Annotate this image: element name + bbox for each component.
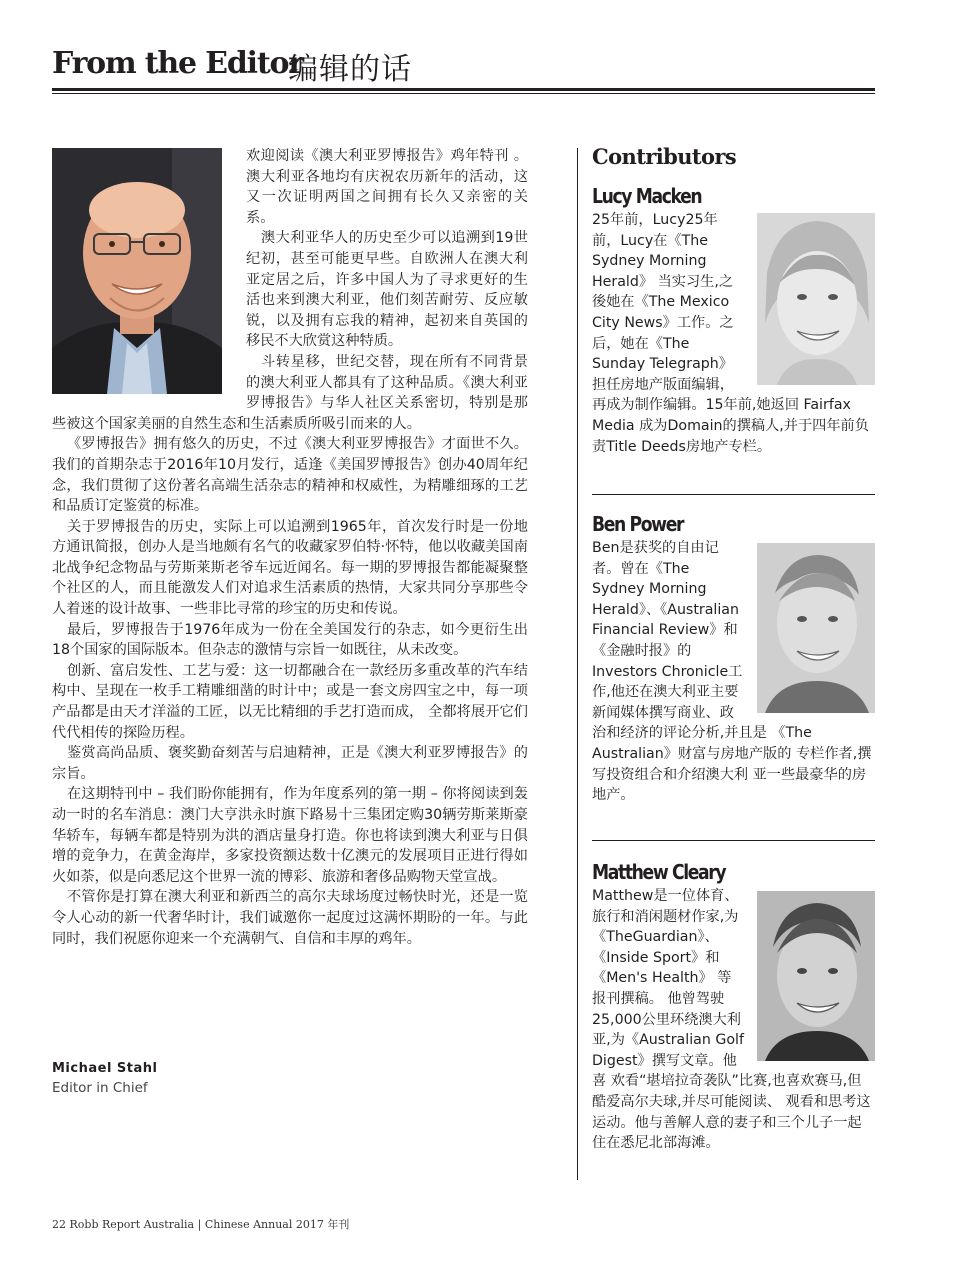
editor-paragraph: 澳大利亚华人的历史至少可以追溯到19世纪初，甚至可能更早些。自欧洲人在澳大利亚定居之后，许多中国人为了寻求更好的生活也来到澳大利亚，他们刻苦耐劳、反应敏锐，以及拥有忘我的精神，起初来自英国的移民不大欣赏这种特质。 <box>246 230 528 350</box>
contributor-divider <box>592 840 875 841</box>
header-rule-thick <box>52 88 875 91</box>
contributor-bio-lucy <box>592 210 875 457</box>
page-footer: 22 Robb Report Australia | Chinese Annual 2017 年刊 <box>52 1218 350 1231</box>
contributor-bio-text: Matthew是一位体育、旅行和消闲题材作家,为《TheGuardian》、《Inside Sport》和《Men's Health》 等报刊撰稿。 他曾驾驶25,000公里环绕澳大利亚,为《Australian Golf Digest》撰写文章。他喜 欢看“堪培拉奇袭队”比赛,也喜欢赛马,但酷爱高尔夫球,并尽可能阅读、 观看和思考这运动。他与善解人意的妻子和三个儿子一起住在悉尼北部海滩。 <box>592 888 871 1152</box>
editor-paragraph: 创新、富启发性、工艺与爱：这一切都融合在一款经历多重改革的汽车结构中、呈现在一枚手工精雕细凿的时计中；或是一套文房四宝之中，每一项产品都是由天才洋溢的工匠，以无比精细的手艺打造而成， 全都将展开它们代代相传的探险历程。 <box>52 662 528 741</box>
page-header <box>52 40 875 96</box>
contributor-name-lucy: Lucy Macken <box>592 184 702 208</box>
contributor-bio-text: Ben是获奖的自由记者。曾在《The Sydney Morning Herald》、《Australian Financial Review》和《金融时报》的 Investors Chronicle工作,他还在澳大利亚主要新闻媒体撰写商业、政治和经济的评论分析,并且是 《The Australian》财富与房地产版的 专栏作者,撰写投资组合和介绍澳大利 亚一些最豪华的房地产。 <box>592 540 872 804</box>
editor-paragraph: 欢迎阅读《澳大利亚罗博报告》鸡年特刊 。澳大利亚各地均有庆祝农历新年的活动，这又一次证明两国之间拥有长久又亲密的关系。 <box>246 148 528 226</box>
contributor-bio-text: 25年前，Lucy25年前，Lucy在《The Sydney Morning Herald》 当实习生,之後她在《The Mexico City News》工作。之后，她在《The Sunday Telegraph》担任房地产版面编辑，再成为制作编辑。15年前,她返回 Fairfax Media 成为Domain的撰稿人,并于四年前负责Title Deeds房地产专栏。 <box>592 212 869 455</box>
editor-paragraph: 不管你是打算在澳大利亚和新西兰的高尔夫球场度过畅快时光，还是一览令人心动的新一代奢华时计，我们诚邀你一起度过这满怀期盼的一年。与此同时，我们祝愿你迎来一个充满朝气、自信和丰厚的鸡年。 <box>52 889 528 947</box>
photo-wrap-space <box>745 886 875 1066</box>
editor-paragraph: 最后，罗博报告于1976年成为一份在全美国发行的杂志，如今更衍生出18个国家的国际版本。但杂志的激情与宗旨一如既往，从未改变。 <box>52 621 528 659</box>
contributor-bio-ben <box>592 538 875 806</box>
contributors-heading: Contributors <box>592 144 737 169</box>
header-rule-thin <box>52 93 875 94</box>
page-title-chinese: 编辑的话 <box>288 52 412 87</box>
signature-name: Michael Stahl <box>52 1061 158 1076</box>
editor-paragraph: 斗转星移，世纪交替，现在所有不同背景的澳大利亚人都具有了这种品质。《澳大利亚罗博报告》与华人社区关系密切，特别是那些被这个国家美丽的自然生态和生活素质所吸引而来的人。 <box>52 353 528 432</box>
photo-wrap-space <box>745 210 875 388</box>
contributor-bio-matthew <box>592 886 875 1154</box>
editor-paragraph: 《罗博报告》拥有悠久的历史，不过《澳大利亚罗博报告》才面世不久。我们的首期杂志于2016年10月发行，适逢《美国罗博报告》创办40周年纪念，我们贯彻了这份著名高端生活杂志的精神和权威性，为精雕细琢的工艺和品质订定鉴赏的标准。 <box>52 436 528 515</box>
editor-letter <box>52 146 528 949</box>
editor-signature <box>52 1061 158 1096</box>
contributor-divider <box>592 494 875 495</box>
contributor-name-ben: Ben Power <box>592 512 684 536</box>
column-divider <box>577 148 578 1180</box>
editor-paragraph: 关于罗博报告的历史，实际上可以追溯到1965年，首次发行时是一份地方通讯简报，创办人是当地颇有名气的收藏家罗伯特·怀特，他以收藏美国南北战争纪念物品与劳斯莱斯老爷车远近闻名。每一期的罗博报告都能凝聚整个社区的人，而且能激发人们对追求生活素质的热情，大家共同分享那些令人着迷的设计故事、一些非比寻常的珍宝的历史和传说。 <box>52 518 528 618</box>
page-title-english: From the Editor <box>52 46 303 81</box>
editor-paragraph: 鉴赏高尚品质、褒奖勤奋刻苦与启迪精神，正是《澳大利亚罗博报告》的宗旨。 <box>52 745 528 782</box>
photo-wrap-space <box>745 538 875 716</box>
editor-paragraph: 在这期特刊中 – 我们盼你能拥有，作为年度系列的第一期 – 你将阅读到轰动一时的名车消息：澳门大亨洪永时旗下路易十三集团定购30辆劳斯莱斯豪华轿车，每辆车都是特别为洪的酒店量身打造。你也将读到澳大利亚与日俱增的竞争力，在黄金海岸，多家投资额达数十亿澳元的发展项目正进行得如火如荼，似是向悉尼这个世界一流的博彩、旅游和奢侈品购物天堂宣战。 <box>52 786 528 885</box>
contributor-name-matthew: Matthew Cleary <box>592 860 726 884</box>
signature-role: Editor in Chief <box>52 1080 148 1096</box>
photo-wrap-space <box>52 146 246 396</box>
